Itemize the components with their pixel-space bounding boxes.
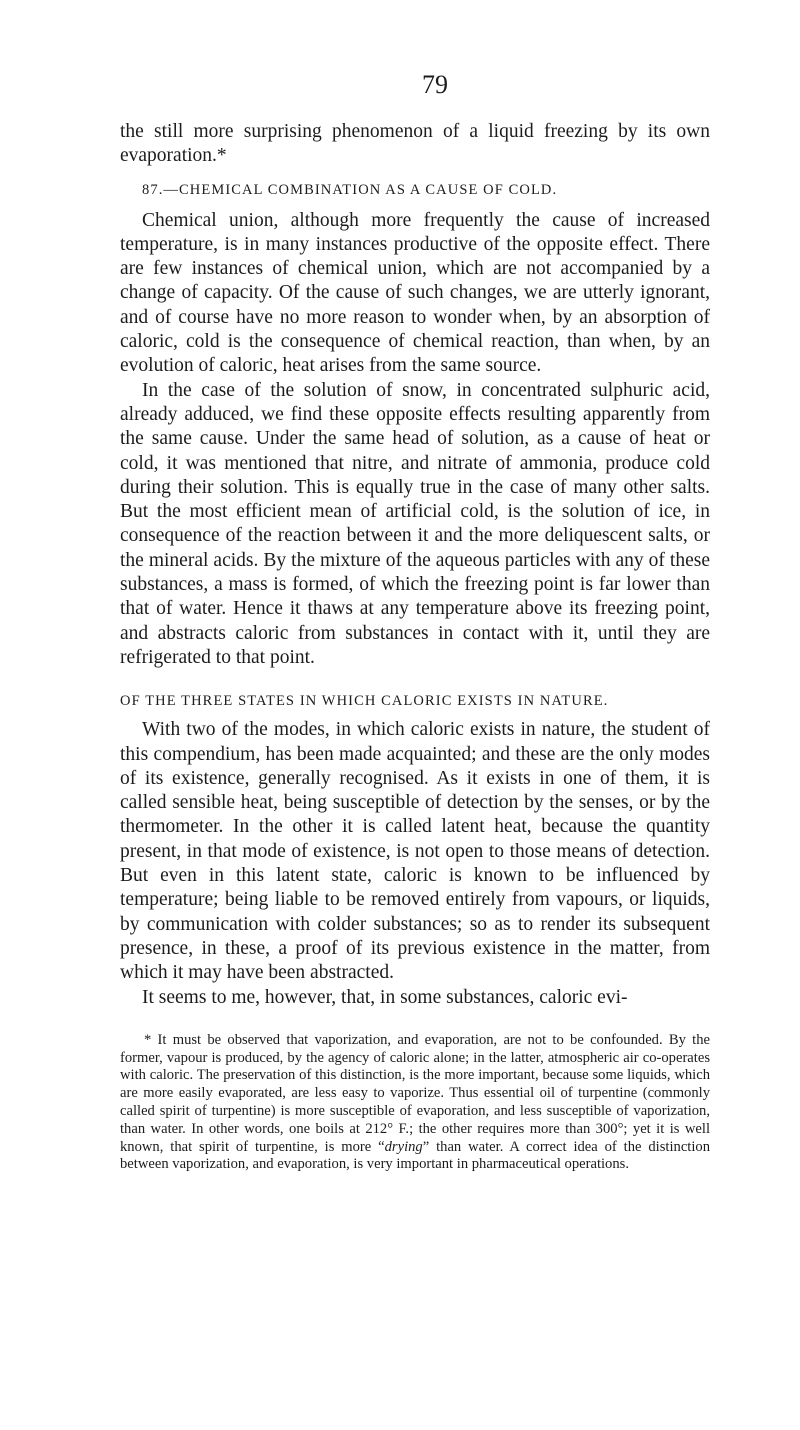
footnote (120, 1032, 710, 1174)
section-heading-chemical-combination: 87.—CHEMICAL COMBINATION AS A CAUSE OF COLD. (142, 181, 558, 198)
paragraph: Chemical union, although more frequently the cause of increased temperature, is in many instances productive of the opposite effect. There are few instances of chemical union, which are not accompanied by a change of capacity. Of the cause of such changes, we are utterly ignorant, and of course have no more reason to wonder when, by an absorption of caloric, cold is the consequence of chemical reaction, than when, by an evolution of caloric, heat arises from the same source. (120, 209, 710, 377)
footnote-text-end: ” than water. A correct idea of the distinction between vaporization, and evaporation, is very important in pharmaceutical operations. (120, 1138, 711, 1173)
opening-paragraph: the still more surprising phenomenon of a liquid freezing by its own evaporation.* (120, 121, 710, 167)
paragraph: It seems to me, however, that, in some substances, caloric evi- (142, 986, 628, 1008)
section-heading-three-states: OF THE THREE STATES IN WHICH CALORIC EXISTS IN NATURE. (120, 693, 609, 710)
page-number: 79 (422, 70, 448, 99)
paragraph: With two of the modes, in which caloric exists in nature, the student of this compendium, has been made acquainted; and these are the only modes of its existence, generally recognised. As it exists in one of them, it is called sensible heat, being susceptible of detection by the senses, or by the thermometer. In the other it is called latent heat, because the quantity present, in that mode of existence, is not open to those means of detection. But even in this latent state, caloric is known to be influenced by temperature; being liable to be removed entirely from vapours, or liquids, by communication with colder substances; so as to render its subsequent presence, in these, a proof of its previous existence in the matter, from which it may have been abstracted. (120, 719, 710, 984)
paragraph: In the case of the solution of snow, in concentrated sulphuric acid, already adduced, we find these opposite effects resulting apparently from the same cause. Under the same head of solution, as a cause of heat or cold, it was mentioned that nitre, and nitrate of ammonia, produce cold during their solution. This is equally true in the case of many other salts. But the most efficient mean of artificial cold, is the solution of ice, in consequence of the reaction between it and the more deliquescent salts, or the mineral acids. By the mixture of the aqueous particles with any of these substances, a mass is formed, of which the freezing point is far lower than that of water. Hence it thaws at any temperature above its freezing point, and abstracts caloric from substances in contact with it, until they are refrigerated to that point. (120, 379, 710, 668)
footnote-italic-word: drying (384, 1138, 423, 1155)
book-page (120, 70, 710, 1430)
footnote-text: * It must be observed that vaporization, and evaporation, are not to be confounded. By the former, vapour is produced, by the agency of caloric alone; in the latter, atmospheric air co-operates with caloric. The preservation of this distinction, is the more important, because some liquids, which are more easily evaporated, are less easy to vaporize. Thus essential oil of turpentine (commonly called spirit of turpentine) is more susceptible of evaporation, and less susceptible of vaporization, than water. In other words, one boils at 212° F.; the other requires more than 300°; yet it is well known, that spirit of turpentine, is more “ (120, 1031, 710, 1155)
